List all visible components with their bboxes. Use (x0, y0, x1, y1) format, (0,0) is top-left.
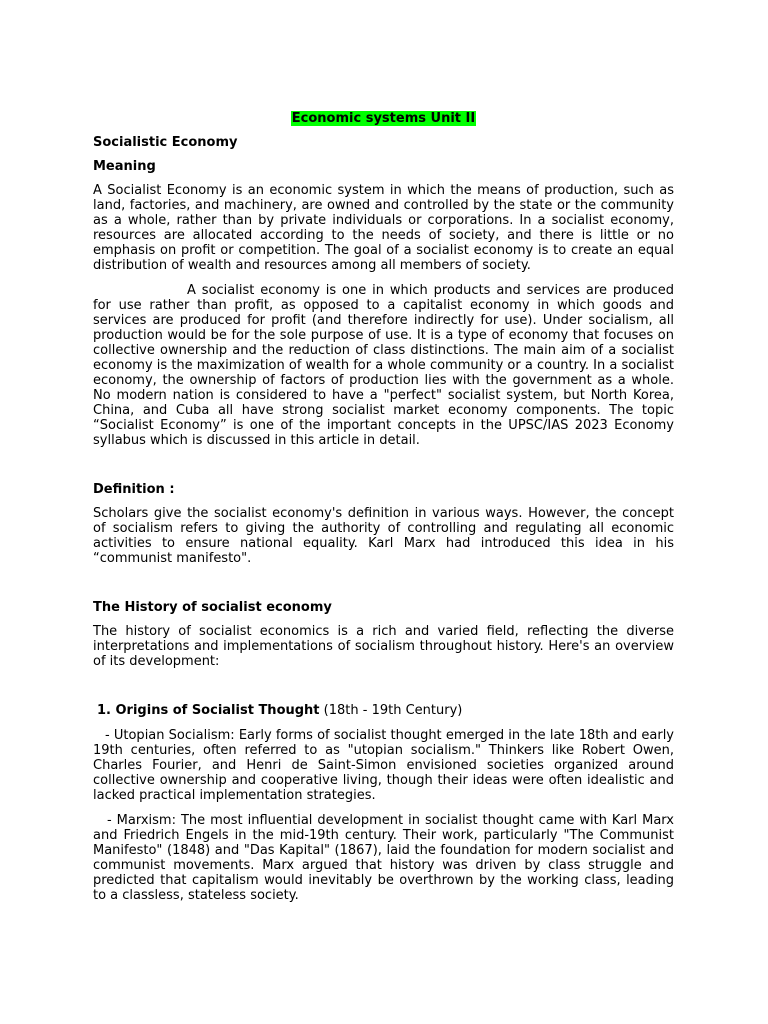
origins-heading-bold: 1. Origins of Socialist Thought (97, 703, 320, 718)
history-heading: The History of socialist economy (93, 600, 332, 615)
section-heading-socialistic-economy: Socialistic Economy (93, 135, 238, 150)
definition-paragraph: Scholars give the socialist economy's definition in various ways. However, the concept of socialism refers to giving the authority of controlling and regulating all economic activities to ensure national equality. Karl Marx had introduced this idea in his “communist manifesto". (93, 506, 674, 566)
meaning-paragraph-1: A Socialist Economy is an economic system in which the means of production, such as land, factories, and machinery, are owned and controlled by the state or the community as a whole, rather than by private individuals or corporations. In a socialist economy, resources are allocated according to the needs of society, and there is little or no emphasis on profit or competition. The goal of a socialist economy is to create an equal distribution of wealth and resources among all members of society. (93, 183, 674, 273)
document-title: Economic systems Unit II (291, 111, 476, 126)
utopian-socialism-paragraph: - Utopian Socialism: Early forms of socialist thought emerged in the late 18th and early 19th centuries, often referred to as "utopian socialism." Thinkers like Robert Owen, Charles Fourier, and Henri de Saint-Simon envisioned societies organized around collective ownership and cooperative living, though their ideas were often idealistic and lacked practical implementation strategies. (93, 728, 674, 803)
document-page (93, 111, 674, 903)
title-row (93, 111, 674, 126)
definition-heading: Definition : (93, 482, 175, 497)
history-paragraph: The history of socialist economics is a rich and varied field, reflecting the diverse interpretations and implementations of socialism throughout history. Here's an overview of its development: (93, 624, 674, 669)
origins-heading (97, 703, 674, 718)
marxism-paragraph: - Marxism: The most influential development in socialist thought came with Karl Marx and Friedrich Engels in the mid-19th century. Their work, particularly "The Communist Manifesto" (1848) and "Das Kapital" (1867), laid the foundation for modern socialist and communist movements. Marx argued that history was driven by class struggle and predicted that capitalism would inevitably be overthrown by the working class, leading to a classless, stateless society. (93, 813, 674, 903)
meaning-heading: Meaning (93, 159, 156, 174)
meaning-paragraph-2: A socialist economy is one in which products and services are produced for use rather than profit, as opposed to a capitalist economy in which goods and services are produced for profit (and therefore indirectly for use). Under socialism, all production would be for the sole purpose of use. It is a type of economy that focuses on collective ownership and the reduction of class distinctions. The main aim of a socialist economy is the maximization of wealth for a whole community or a country. In a socialist economy, the ownership of factors of production lies with the government as a whole. No modern nation is considered to have a "perfect" socialist system, but North Korea, China, and Cuba all have strong socialist market economy components. The topic “Socialist Economy” is one of the important concepts in the UPSC/IAS 2023 Economy syllabus which is discussed in this article in detail. (93, 283, 674, 448)
origins-heading-period: (18th - 19th Century) (319, 703, 463, 718)
